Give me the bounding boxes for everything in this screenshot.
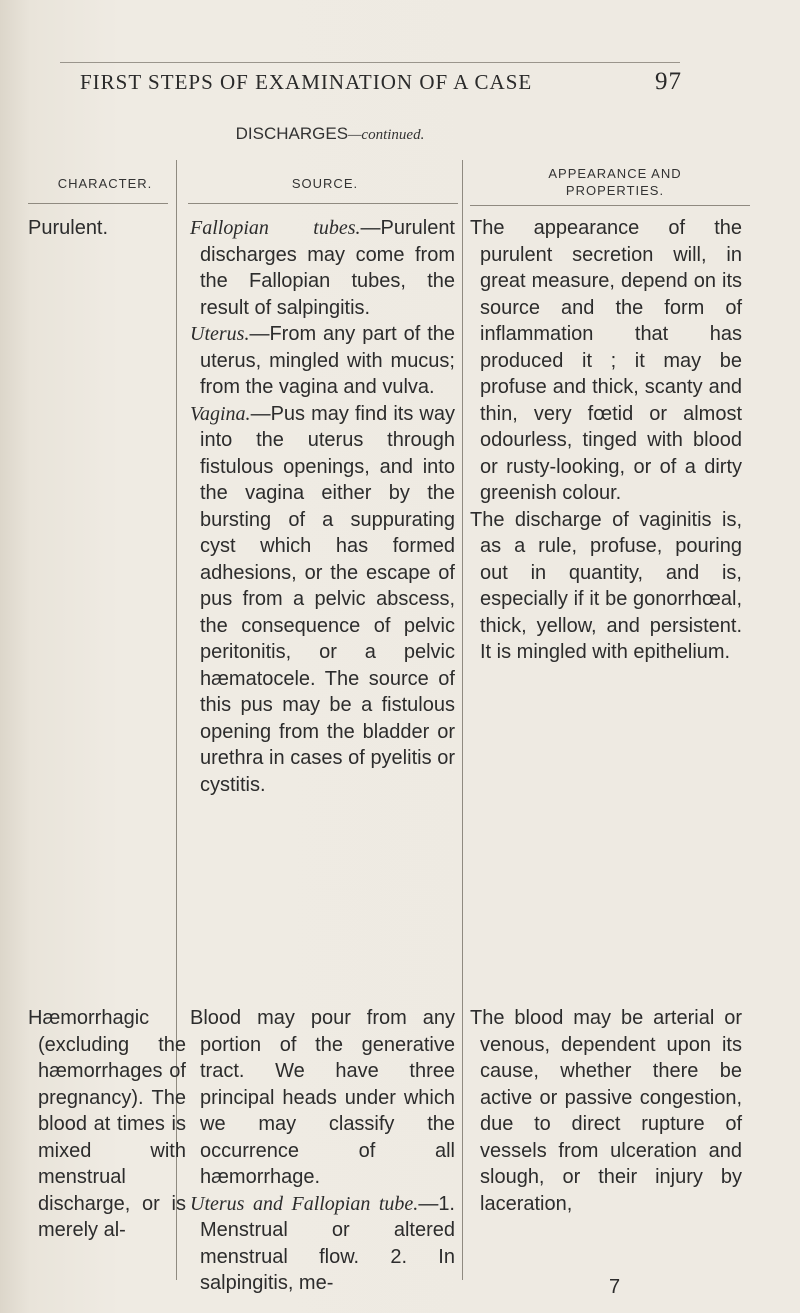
table-title-suffix: —continued.	[348, 127, 425, 143]
top-rule	[60, 62, 680, 63]
column-header-character: CHARACTER.	[57, 176, 153, 191]
appearance-paragraph-2: The discharge of vaginitis is, as a rule, profuse, pouring out in quantity, and is, especially if it be gonorrhœal, thick, yellow, and persistent. It is mingled with epithelium.	[470, 508, 742, 663]
table-title	[0, 124, 610, 144]
column-divider-2	[462, 160, 463, 1280]
column-header-appearance	[470, 165, 760, 199]
row-purulent-character: Purulent.	[28, 217, 109, 239]
source-text-vagina: —Pus may find its way into the uterus through fistulous openings, and into the vagina either by the bursting of a suppurating cyst which has formed adhesions, or the escape of pus from a pelvic abscess, the consequence of pelvic peritonitis, or a pelvic hæmatocele. The source of this pus may be a fistulous opening from the bladder or urethra in cases of pyelitis or cystitis.	[200, 402, 455, 796]
row-purulent-appearance	[470, 215, 742, 666]
appearance-paragraph-3: The blood may be arterial or venous, dependent upon its cause, whether there be active or passive congestion, due to direct rupture of vessels from ulceration and slough, or their injury by laceration,	[470, 1007, 742, 1215]
column-header-appearance-line1: APPEARANCE AND	[548, 166, 682, 181]
table-title-main: DISCHARGES	[235, 124, 349, 143]
appearance-paragraph-1: The appearance of the purulent secretion will, in great measure, depend on its source and the form of inflammation that has produced it ; it may be profuse and thick, scanty and thin, very fœtid or almost odourless, tinged with blood or rusty-looking, or of a dirty greenish colour.	[470, 217, 742, 504]
running-head	[80, 70, 700, 95]
header-rule-appearance	[470, 205, 750, 206]
header-rule-character	[28, 203, 168, 204]
row-purulent-source	[190, 215, 455, 798]
row-haemorrhagic-source	[190, 1005, 455, 1297]
source-paragraph-uterus-tube	[190, 1191, 455, 1297]
source-text-uterus-tube: —1. Menstrual or altered menstrual flow. 2. In salpingitis, me-	[200, 1192, 455, 1294]
source-paragraph-fallopian	[190, 215, 455, 321]
header-rule-source	[188, 203, 458, 204]
source-paragraph-vagina	[190, 401, 455, 799]
source-heading-fallopian: Fallopian tubes.	[190, 217, 361, 239]
signature-mark: 7	[609, 1276, 621, 1298]
row-haemorrhagic-character: Hæmorrhagic (excluding the hæmorrhages of pregnancy). The blood at times is mixed with menstrual discharge, or is merely al-	[28, 1007, 186, 1241]
column-header-appearance-line2: PROPERTIES.	[565, 183, 665, 198]
source-paragraph-blood	[190, 1005, 455, 1191]
column-header-source: SOURCE.	[291, 176, 359, 191]
source-heading-uterus-tube: Uterus and Fallopian tube.	[190, 1192, 419, 1215]
source-text-fallopian: —Purulent discharges may come from the Fallopian tubes, the result of salpingitis.	[200, 217, 455, 319]
source-text-blood: Blood may pour from any portion of the generative tract. We have three principal heads under which we may classify the occurrence of all hæmorrhage.	[190, 1007, 455, 1188]
source-paragraph-uterus	[190, 321, 455, 401]
page-number: 97	[655, 68, 682, 95]
row-haemorrhagic-appearance	[470, 1005, 742, 1217]
source-text-uterus: —From any part of the uterus, mingled with mucus; from the vagina and vulva.	[200, 323, 455, 398]
source-heading-uterus: Uterus.	[190, 323, 250, 345]
source-heading-vagina: Vagina.	[190, 402, 251, 425]
running-head-title: FIRST STEPS OF EXAMINATION OF A CASE	[80, 70, 533, 94]
